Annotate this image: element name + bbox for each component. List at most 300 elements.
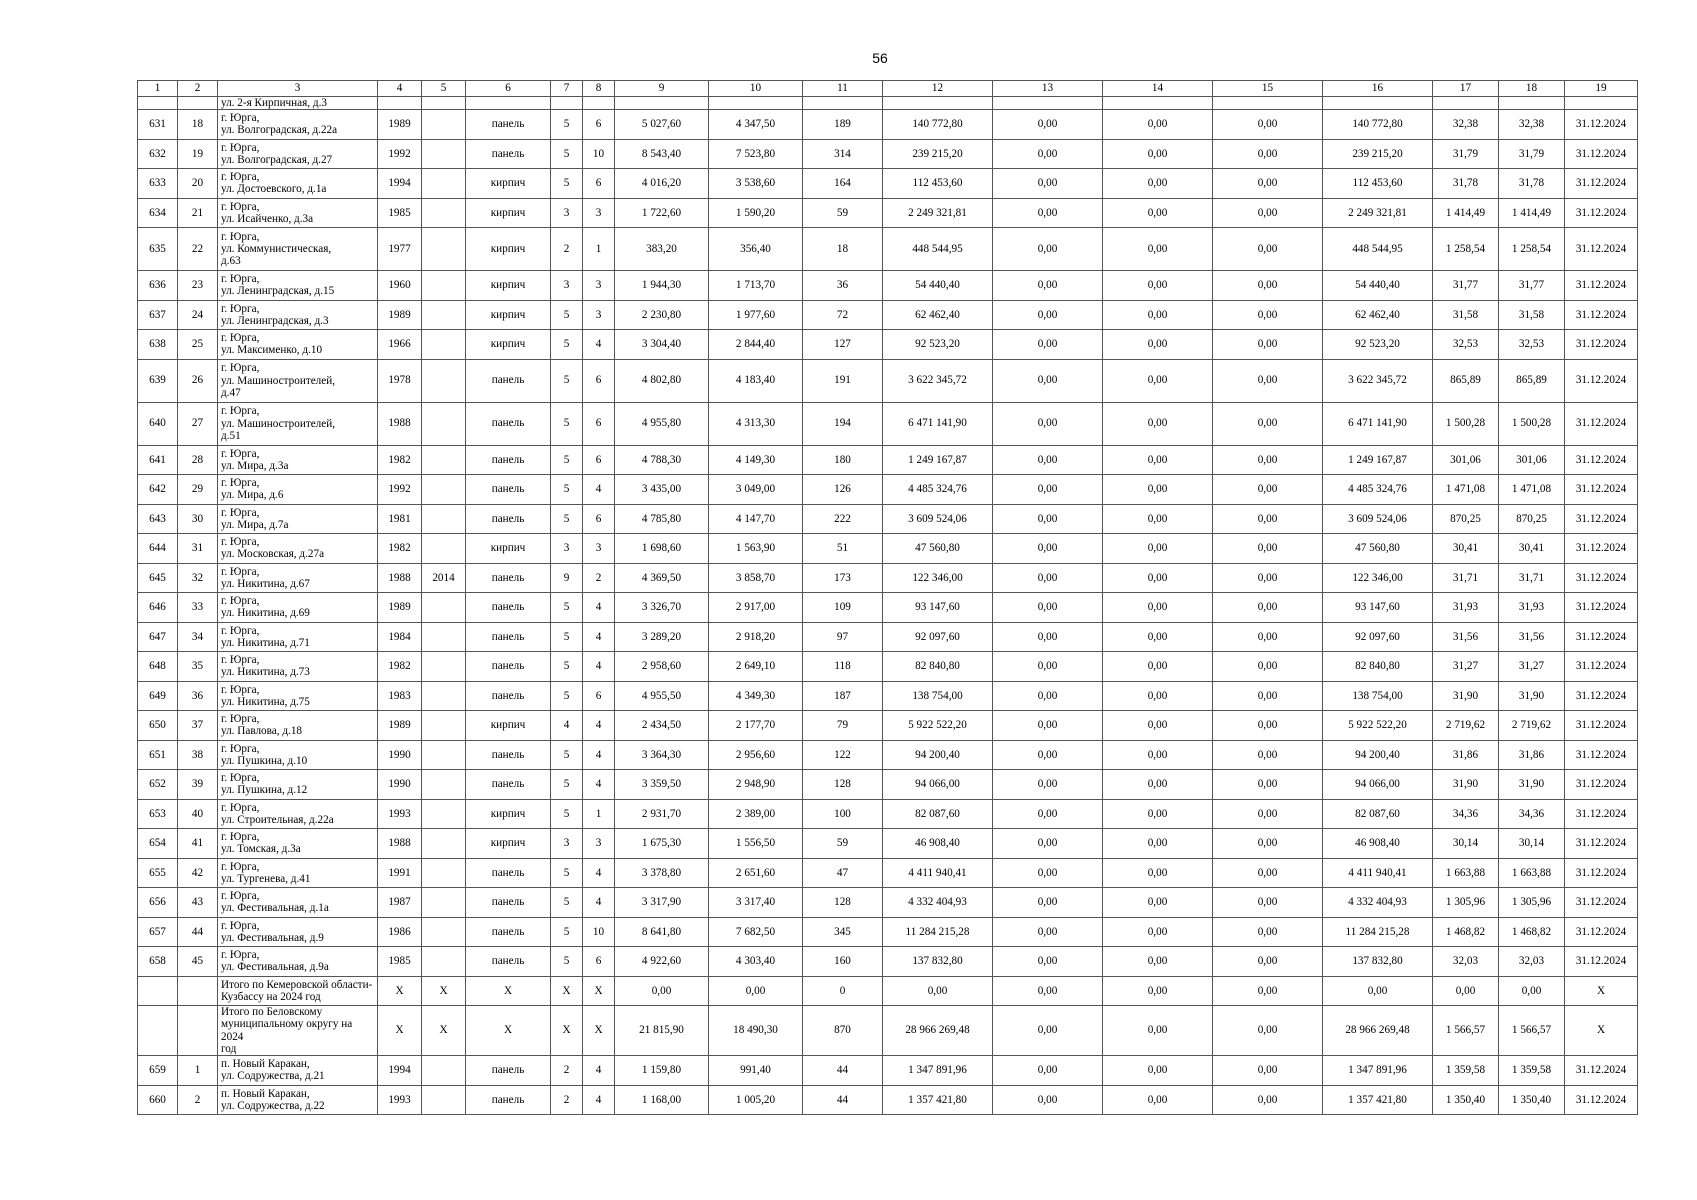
cell-col-15: 0,00 [1213,169,1323,199]
cell-col-18: 1 500,28 [1499,402,1565,445]
cell-col-4: 1989 [378,593,422,623]
cell-col-2: 38 [178,740,218,770]
cell-col-8: X [583,1006,615,1056]
cell-col-12: 138 754,00 [883,681,993,711]
cell-col-17: 31,71 [1433,563,1499,593]
cell-col-15: 0,00 [1213,917,1323,947]
cell-col-5 [422,110,466,140]
cell-col-14: 0,00 [1103,622,1213,652]
cell-col-5 [422,652,466,682]
column-number-9: 9 [615,81,709,97]
cell-col-12: 3 609 524,06 [883,504,993,534]
total-label: Итого по Кемеровской области- Кузбассу на 2024 год [218,976,378,1006]
cell-col-11: 18 [803,228,883,271]
address-cell: г. Юрга, ул. Пушкина, д.10 [218,740,378,770]
cell-col-5 [422,593,466,623]
cell-col-10: 4 347,50 [709,110,803,140]
cell-col-17: 865,89 [1433,359,1499,402]
cell-col-2: 36 [178,681,218,711]
cell-col-14: 0,00 [1103,300,1213,330]
cell-col-15: 0,00 [1213,228,1323,271]
cell-col-18: 32,38 [1499,110,1565,140]
cell-col-4: 1992 [378,475,422,505]
address-cell: г. Юрга, ул. Московская, д.27а [218,534,378,564]
cell-col-9: 383,20 [615,228,709,271]
cell-col-9: 1 675,30 [615,829,709,859]
cell-col-9: 4 922,60 [615,947,709,977]
cell-col-10: 1 005,20 [709,1085,803,1115]
cell-col-11: 194 [803,402,883,445]
cell-col-8: 3 [583,198,615,228]
cell-col-16: 82 840,80 [1323,652,1433,682]
cell-col-13: 0,00 [993,169,1103,199]
cell-col-4: 1981 [378,504,422,534]
cell-col-5: X [422,976,466,1006]
cell-col-10: 4 303,40 [709,947,803,977]
cell-col-8: 4 [583,1085,615,1115]
cell-col-17: 1 305,96 [1433,888,1499,918]
cell-col-18: 32,03 [1499,947,1565,977]
cell-col-8: 6 [583,169,615,199]
cell-col-8: 4 [583,858,615,888]
address-cell: г. Юрга, ул. Пушкина, д.12 [218,770,378,800]
cell-col-12: 2 249 321,81 [883,198,993,228]
cell-col-5 [422,330,466,360]
cell-col-13: 0,00 [993,534,1103,564]
cell-col-6: панель [466,563,551,593]
total-row [138,1006,1638,1056]
cell-col-14: 0,00 [1103,976,1213,1006]
cell-col-4: 1989 [378,711,422,741]
cell-col-8: 4 [583,593,615,623]
cell-col-17: 31,27 [1433,652,1499,682]
cell-col-5 [422,402,466,445]
cell-col-9: 5 027,60 [615,110,709,140]
cell-col-19: X [1565,1006,1638,1056]
cell-col-6: панель [466,110,551,140]
cell-col-18: 1 566,57 [1499,1006,1565,1056]
cell-col-4: 1977 [378,228,422,271]
cell-col-19: 31.12.2024 [1565,271,1638,301]
cell-col-13: 0,00 [993,475,1103,505]
cell-col-16: 4 332 404,93 [1323,888,1433,918]
cell-col-2: 2 [178,1085,218,1115]
cell-col-18: 301,06 [1499,445,1565,475]
cell-col-14: 0,00 [1103,888,1213,918]
table-row [138,711,1638,741]
cell-col-16: 239 215,20 [1323,139,1433,169]
cell-col-16: 62 462,40 [1323,300,1433,330]
table-row [138,110,1638,140]
column-number-13: 13 [993,81,1103,97]
cell-col-1: 636 [138,271,178,301]
cell-col-15: 0,00 [1213,740,1323,770]
cell-col-19: 31.12.2024 [1565,799,1638,829]
cell-col-13 [993,97,1103,110]
cell-col-16: 0,00 [1323,976,1433,1006]
cell-col-9: 4 955,80 [615,402,709,445]
cell-col-13: 0,00 [993,593,1103,623]
cell-col-17: 1 258,54 [1433,228,1499,271]
cell-col-5 [422,858,466,888]
cell-col-13: 0,00 [993,198,1103,228]
table-row [138,139,1638,169]
cell-col-14: 0,00 [1103,198,1213,228]
cell-col-5 [422,947,466,977]
cell-col-10: 18 490,30 [709,1006,803,1056]
cell-col-18: 32,53 [1499,330,1565,360]
cell-col-18: 30,41 [1499,534,1565,564]
cell-col-14: 0,00 [1103,330,1213,360]
cell-col-19: 31.12.2024 [1565,1056,1638,1086]
cell-col-7: 2 [551,1085,583,1115]
cell-col-4: 1989 [378,300,422,330]
cell-col-4: 1989 [378,110,422,140]
cell-col-4: 1986 [378,917,422,947]
cell-col-11: 173 [803,563,883,593]
cell-col-9: 3 304,40 [615,330,709,360]
cell-col-15: 0,00 [1213,829,1323,859]
cell-col-4: 1982 [378,534,422,564]
cell-col-15: 0,00 [1213,652,1323,682]
cell-col-5 [422,228,466,271]
cell-col-6: панель [466,445,551,475]
table-row [138,300,1638,330]
cell-col-18: 865,89 [1499,359,1565,402]
cell-col-17 [1433,97,1499,110]
cell-col-11: 100 [803,799,883,829]
address-cell: г. Юрга, ул. Томская, д.3а [218,829,378,859]
cell-col-12: 0,00 [883,976,993,1006]
cell-col-17: 31,56 [1433,622,1499,652]
cell-col-15: 0,00 [1213,534,1323,564]
cell-col-9: 8 543,40 [615,139,709,169]
cell-col-16: 94 200,40 [1323,740,1433,770]
cell-col-2: 21 [178,198,218,228]
cell-col-7: X [551,1006,583,1056]
cell-col-9: 1 698,60 [615,534,709,564]
cell-col-7: 3 [551,829,583,859]
address-cell: г. Юрга, ул. Волгоградская, д.22а [218,110,378,140]
cell-col-10: 2 389,00 [709,799,803,829]
cell-col-12: 448 544,95 [883,228,993,271]
column-number-18: 18 [1499,81,1565,97]
cell-col-19: 31.12.2024 [1565,402,1638,445]
cell-col-12: 92 097,60 [883,622,993,652]
cell-col-4: 1987 [378,888,422,918]
cell-col-9: 3 359,50 [615,770,709,800]
cell-col-11: 160 [803,947,883,977]
cell-col-16: 137 832,80 [1323,947,1433,977]
cell-col-5 [422,359,466,402]
housing-register-table [137,80,1638,1115]
cell-col-1: 648 [138,652,178,682]
cell-col-2: 30 [178,504,218,534]
cell-col-11: 0 [803,976,883,1006]
cell-col-13: 0,00 [993,139,1103,169]
cell-col-15: 0,00 [1213,622,1323,652]
cell-col-2 [178,976,218,1006]
cell-col-9: 3 289,20 [615,622,709,652]
table-row [138,330,1638,360]
cell-col-15: 0,00 [1213,445,1323,475]
table-row [138,271,1638,301]
address-cell: г. Юрга, ул. Мира, д.6 [218,475,378,505]
cell-col-4: 1988 [378,563,422,593]
cell-col-16: 140 772,80 [1323,110,1433,140]
cell-col-1: 633 [138,169,178,199]
cell-col-7: 5 [551,770,583,800]
cell-col-7: 5 [551,593,583,623]
cell-col-7: 5 [551,139,583,169]
cell-col-14: 0,00 [1103,917,1213,947]
cell-col-10: 2 918,20 [709,622,803,652]
cell-col-12: 62 462,40 [883,300,993,330]
column-number-6: 6 [466,81,551,97]
cell-col-4: 1978 [378,359,422,402]
cell-col-11: 44 [803,1085,883,1115]
cell-col-1: 641 [138,445,178,475]
cell-col-16: 54 440,40 [1323,271,1433,301]
cell-col-1: 653 [138,799,178,829]
cell-col-8: 4 [583,888,615,918]
cell-col-4: 1992 [378,139,422,169]
cell-col-10: 356,40 [709,228,803,271]
cell-col-18: 34,36 [1499,799,1565,829]
cell-col-18: 31,90 [1499,681,1565,711]
cell-col-15: 0,00 [1213,888,1323,918]
cell-col-2: 33 [178,593,218,623]
address-cell: г. Юрга, ул. Исайченко, д.3а [218,198,378,228]
cell-col-5 [422,622,466,652]
cell-col-17: 1 471,08 [1433,475,1499,505]
column-number-7: 7 [551,81,583,97]
cell-col-12: 6 471 141,90 [883,402,993,445]
cell-col-2: 26 [178,359,218,402]
cell-col-16: 92 097,60 [1323,622,1433,652]
cell-col-10: 4 349,30 [709,681,803,711]
cell-col-8: 4 [583,622,615,652]
cell-col-2: 29 [178,475,218,505]
cell-col-9: 8 641,80 [615,917,709,947]
cell-col-4: X [378,1006,422,1056]
cell-col-10: 991,40 [709,1056,803,1086]
cell-col-4: 1984 [378,622,422,652]
cell-col-4: 1990 [378,740,422,770]
cell-col-10: 3 538,60 [709,169,803,199]
cell-col-1: 660 [138,1085,178,1115]
cell-col-13: 0,00 [993,799,1103,829]
cell-col-8: 4 [583,330,615,360]
cell-col-16: 3 622 345,72 [1323,359,1433,402]
cell-col-7: 3 [551,271,583,301]
cell-col-14: 0,00 [1103,947,1213,977]
cell-col-8: 10 [583,139,615,169]
address-cell: г. Юрга, ул. Никитина, д.71 [218,622,378,652]
cell-col-19: 31.12.2024 [1565,681,1638,711]
cell-col-16: 94 066,00 [1323,770,1433,800]
cell-col-4: 1994 [378,1056,422,1086]
cell-col-1: 644 [138,534,178,564]
cell-col-16: 5 922 522,20 [1323,711,1433,741]
cell-col-17: 870,25 [1433,504,1499,534]
cell-col-17: 0,00 [1433,976,1499,1006]
cell-col-9: 3 317,90 [615,888,709,918]
cell-col-14: 0,00 [1103,534,1213,564]
cell-col-4: 1966 [378,330,422,360]
cell-col-7: 5 [551,681,583,711]
cell-col-17: 34,36 [1433,799,1499,829]
cell-col-1: 637 [138,300,178,330]
cell-col-10: 2 917,00 [709,593,803,623]
cell-col-18: 30,14 [1499,829,1565,859]
table-row [138,770,1638,800]
cell-col-4: 1985 [378,198,422,228]
cell-col-19: 31.12.2024 [1565,917,1638,947]
cell-col-5 [422,711,466,741]
cell-col-2: 43 [178,888,218,918]
cell-col-17: 31,78 [1433,169,1499,199]
cell-col-12: 4 411 940,41 [883,858,993,888]
cell-col-15: 0,00 [1213,1006,1323,1056]
cell-col-14: 0,00 [1103,169,1213,199]
cell-col-18: 870,25 [1499,504,1565,534]
address-cell: г. Юрга, ул. Ленинградская, д.15 [218,271,378,301]
cell-col-12: 3 622 345,72 [883,359,993,402]
cell-col-11: 47 [803,858,883,888]
cell-col-19: 31.12.2024 [1565,169,1638,199]
cell-col-14: 0,00 [1103,829,1213,859]
table-row [138,652,1638,682]
cell-col-2: 39 [178,770,218,800]
cell-col-7: 5 [551,475,583,505]
cell-col-10: 3 317,40 [709,888,803,918]
cell-col-8: 4 [583,770,615,800]
cell-col-18: 1 414,49 [1499,198,1565,228]
cell-col-7: 5 [551,947,583,977]
cell-col-8: 4 [583,652,615,682]
cell-col-14: 0,00 [1103,359,1213,402]
cell-col-17: 30,14 [1433,829,1499,859]
cell-col-6: X [466,976,551,1006]
cell-col-18: 1 471,08 [1499,475,1565,505]
cell-col-14: 0,00 [1103,271,1213,301]
cell-col-14 [1103,97,1213,110]
cell-col-19: 31.12.2024 [1565,740,1638,770]
cell-col-14: 0,00 [1103,139,1213,169]
table-row [138,228,1638,271]
table-row [138,947,1638,977]
cell-col-13: 0,00 [993,622,1103,652]
cell-col-14: 0,00 [1103,402,1213,445]
cell-col-13: 0,00 [993,504,1103,534]
column-number-3: 3 [218,81,378,97]
cell-col-7: 5 [551,652,583,682]
cell-col-9: 4 369,50 [615,563,709,593]
table-row [138,1056,1638,1086]
continuation-row [138,97,1638,110]
cell-col-19: 31.12.2024 [1565,770,1638,800]
cell-col-1: 659 [138,1056,178,1086]
column-number-11: 11 [803,81,883,97]
cell-col-9: 2 958,60 [615,652,709,682]
cell-col-11: 72 [803,300,883,330]
address-cell: г. Юрга, ул. Павлова, д.18 [218,711,378,741]
cell-col-15: 0,00 [1213,858,1323,888]
table-row [138,169,1638,199]
cell-col-12: 140 772,80 [883,110,993,140]
cell-col-12: 82 087,60 [883,799,993,829]
cell-col-12: 137 832,80 [883,947,993,977]
cell-col-9: 3 435,00 [615,475,709,505]
cell-col-10 [709,97,803,110]
cell-col-18: 31,71 [1499,563,1565,593]
cell-col-9: 1 168,00 [615,1085,709,1115]
cell-col-6: панель [466,1085,551,1115]
cell-col-1: 646 [138,593,178,623]
cell-col-13: 0,00 [993,917,1103,947]
cell-col-14: 0,00 [1103,1085,1213,1115]
cell-col-11: 126 [803,475,883,505]
cell-col-6: кирпич [466,330,551,360]
cell-col-5 [422,169,466,199]
cell-col-12 [883,97,993,110]
table-row [138,359,1638,402]
table-row [138,563,1638,593]
cell-col-19: 31.12.2024 [1565,711,1638,741]
cell-col-17: 31,93 [1433,593,1499,623]
cell-col-12: 54 440,40 [883,271,993,301]
cell-col-9: 4 788,30 [615,445,709,475]
cell-col-8: 6 [583,504,615,534]
cell-col-7: 5 [551,622,583,652]
column-number-row [138,81,1638,97]
cell-col-18: 1 468,82 [1499,917,1565,947]
table-row [138,888,1638,918]
cell-col-1: 635 [138,228,178,271]
cell-col-19: 31.12.2024 [1565,504,1638,534]
cell-col-13: 0,00 [993,445,1103,475]
cell-col-13: 0,00 [993,740,1103,770]
cell-col-15: 0,00 [1213,711,1323,741]
cell-col-2: 28 [178,445,218,475]
cell-col-15: 0,00 [1213,139,1323,169]
cell-col-4: 1993 [378,1085,422,1115]
cell-col-10: 1 590,20 [709,198,803,228]
table-row [138,740,1638,770]
cell-col-15: 0,00 [1213,475,1323,505]
cell-col-5 [422,740,466,770]
cell-col-14: 0,00 [1103,770,1213,800]
table-row [138,799,1638,829]
cell-col-12: 112 453,60 [883,169,993,199]
cell-col-1 [138,976,178,1006]
cell-col-8: 3 [583,271,615,301]
cell-col-10: 0,00 [709,976,803,1006]
cell-col-17: 1 468,82 [1433,917,1499,947]
cell-col-5: 2014 [422,563,466,593]
cell-col-15: 0,00 [1213,681,1323,711]
cell-col-12: 122 346,00 [883,563,993,593]
cell-col-8 [583,97,615,110]
address-cell: ул. 2-я Кирпичная, д.3 [218,97,378,110]
address-cell: г. Юрга, ул. Машиностроителей, д.47 [218,359,378,402]
cell-col-4 [378,97,422,110]
cell-col-4: 1988 [378,402,422,445]
cell-col-1: 639 [138,359,178,402]
cell-col-7: 5 [551,858,583,888]
cell-col-1: 651 [138,740,178,770]
